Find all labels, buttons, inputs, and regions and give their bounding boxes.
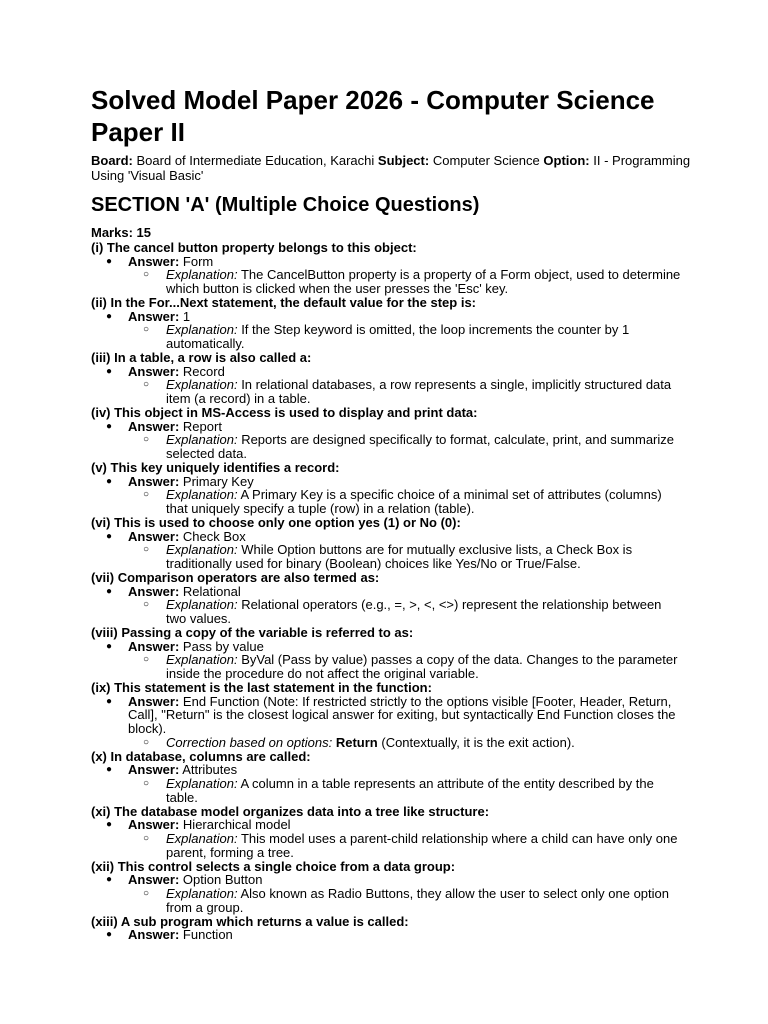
circle-bullet-icon: ○ [143,654,150,666]
bullet-icon: ● [106,475,113,487]
question-list [91,226,681,942]
circle-bullet-icon: ○ [143,544,150,556]
answer-6 [91,530,681,544]
question-13: (xiii) A sub program which returns a value is called: [91,913,409,929]
explanation-7 [91,598,681,626]
question-6: (vi) This is used to choose only one option yes (1) or No (0): [91,514,461,530]
explanation-text: If the Step keyword is omitted, the loop increments the counter by 1 automatically. [166,322,630,351]
explanation-text: The CancelButton property is a property of a Form object, used to determine which button is clicked when the user presses the 'Esc' key. [166,267,681,296]
explanation-12 [91,887,681,915]
answer-label: Answer: [128,693,180,709]
bullet-icon: ● [106,365,113,377]
answer-label: Answer: [128,418,180,434]
circle-bullet-icon: ○ [143,489,150,501]
explanation-2 [91,323,681,351]
explanation-text: ByVal (Pass by value) passes a copy of the data. Changes to the parameter inside the procedure do not affect the original variable. [166,652,678,681]
answer-text: Form [182,253,214,269]
answer-label: Answer: [128,927,180,943]
answer-13 [91,928,681,942]
answer-7 [91,585,681,599]
answer-label: Answer: [128,473,180,489]
explanation-label: Explanation: [166,542,238,558]
explanation-label: Explanation: [166,597,238,613]
bullet-icon: ● [106,819,113,831]
circle-bullet-icon: ○ [143,599,150,611]
board-value: Board of Intermediate Education, Karachi [136,153,375,168]
explanation-text: In relational databases, a row represents a single, implicitly structured data item (a record) in a table. [166,377,672,406]
bullet-icon: ● [106,640,113,652]
answer-label: Answer: [128,253,180,269]
question-7: (vii) Comparison operators are also termed as: [91,569,380,585]
answer-10 [91,763,681,777]
question-2: (ii) In the For...Next statement, the default value for the step is: [91,294,477,310]
question-9: (ix) This statement is the last statement in the function: [91,679,432,695]
explanation-label: Explanation: [166,377,238,393]
explanation-label: Explanation: [166,831,238,846]
circle-bullet-icon: ○ [143,833,150,844]
circle-bullet-icon: ○ [143,324,150,336]
subject-value: Computer Science [432,153,540,168]
answer-12 [91,873,681,887]
bullet-icon: ● [106,310,113,322]
explanation-label: Explanation: [166,776,238,791]
explanation-label: Explanation: [166,487,238,503]
circle-bullet-icon: ○ [143,379,150,391]
answer-text: 1 [182,308,191,324]
explanation-text: A Primary Key is a specific choice of a minimal set of attributes (columns) that uniquely specify a tuple (row) in a relation (table). [166,487,662,516]
explanation-text: Relational operators (e.g., =, >, <, <>) represent the relationship between two values. [166,597,662,626]
bullet-icon: ● [106,255,113,267]
explanation-10 [91,777,681,805]
question-3: (iii) In a table, a row is also called a: [91,349,312,365]
explanation-label: Explanation: [166,886,238,901]
explanation-4 [91,433,681,461]
marks-label: Marks: 15 [91,225,151,240]
circle-bullet-icon: ○ [143,888,150,899]
option-value: II - Programming Using 'Visual Basic' [91,153,691,183]
explanation-label: Explanation: [166,432,238,448]
explanation-label: Explanation: [166,652,238,668]
answer-label: Answer: [128,817,180,833]
answer-text: Option Button [182,872,263,888]
question-1: (i) The cancel button property belongs to this object: [91,239,417,255]
bullet-icon: ● [106,585,113,597]
answer-text: End Function (Note: If restricted strictly to the options visible [Footer, Header, Return, Call], "Return" is the closest logical answer for exiting, but syntactically End Function closes the block). [128,693,676,736]
explanation-5 [91,488,681,516]
bullet-icon: ● [106,874,113,886]
explanation-text: While Option buttons are for mutually exclusive lists, a Check Box is traditionally used for binary (Boolean) choices like Yes/No or True/False. [166,542,633,571]
answer-label: Answer: [128,638,180,654]
answer-4 [91,420,681,434]
answer-text: Primary Key [182,473,254,489]
answer-label: Answer: [128,528,180,544]
explanation-8 [91,653,681,681]
explanation-text: A column in a table represents an attribute of the entity described by the table. [166,776,654,805]
answer-label: Answer: [128,872,180,888]
question-5: (v) This key uniquely identifies a record: [91,459,340,475]
answer-text: Check Box [182,528,246,544]
question-10: (x) In database, columns are called: [91,748,311,764]
bullet-icon: ● [106,929,113,941]
board-label: Board: [91,153,133,168]
bullet-icon: ● [106,695,113,707]
explanation-6 [91,543,681,571]
question-8: (viii) Passing a copy of the variable is referred to as: [91,624,414,640]
answer-text: Hierarchical model [182,817,291,833]
explanation-label: Explanation: [166,322,238,338]
explanation-text: Also known as Radio Buttons, they allow the user to select only one option from a group. [166,886,669,915]
answer-text: Relational [182,583,241,599]
bullet-icon: ● [106,420,113,432]
question-4: (iv) This object in MS-Access is used to display and print data: [91,404,478,420]
answer-label: Answer: [128,762,180,778]
answer-11 [91,818,681,832]
answer-text: Pass by value [182,638,264,654]
circle-bullet-icon: ○ [143,269,150,281]
answer-text: Report [182,418,222,434]
correction-answer: Return [335,734,378,750]
circle-bullet-icon: ○ [143,778,150,789]
correction-label: Correction based on options: [166,734,333,750]
answer-3 [91,365,681,379]
question-12: (xii) This control selects a single choice from a data group: [91,858,456,874]
answer-1 [91,255,681,269]
correction-9 [91,736,681,750]
paper-meta [91,154,691,183]
answer-2 [91,310,681,324]
option-label: Option: [543,153,590,168]
answer-8 [91,640,681,654]
circle-bullet-icon: ○ [143,434,150,446]
answer-label: Answer: [128,363,180,379]
explanation-3 [91,378,681,406]
question-11: (xi) The database model organizes data into a tree like structure: [91,803,490,819]
explanation-11 [91,832,681,860]
answer-label: Answer: [128,583,180,599]
section-title: SECTION 'A' (Multiple Choice Questions) [91,194,480,216]
answer-label: Answer: [128,308,180,324]
correction-text: (Contextually, it is the exit action). [381,734,575,750]
circle-bullet-icon: ○ [143,736,150,748]
explanation-1 [91,268,681,296]
answer-5 [91,475,681,489]
answer-9 [91,695,681,736]
bullet-icon: ● [106,530,113,542]
document-title: Solved Model Paper 2026 - Computer Science Paper II [91,85,655,147]
explanation-text: Reports are designed specifically to format, calculate, print, and summarize selected data. [166,432,674,461]
bullet-icon: ● [106,764,113,776]
subject-label: Subject: [377,153,430,168]
explanation-text: This model uses a parent-child relationship where a child can have only one parent, forming a tree. [166,831,678,860]
explanation-label: Explanation: [166,267,238,283]
answer-text: Record [182,363,225,379]
answer-text: Function [182,927,233,943]
answer-text: Attributes [182,762,238,778]
